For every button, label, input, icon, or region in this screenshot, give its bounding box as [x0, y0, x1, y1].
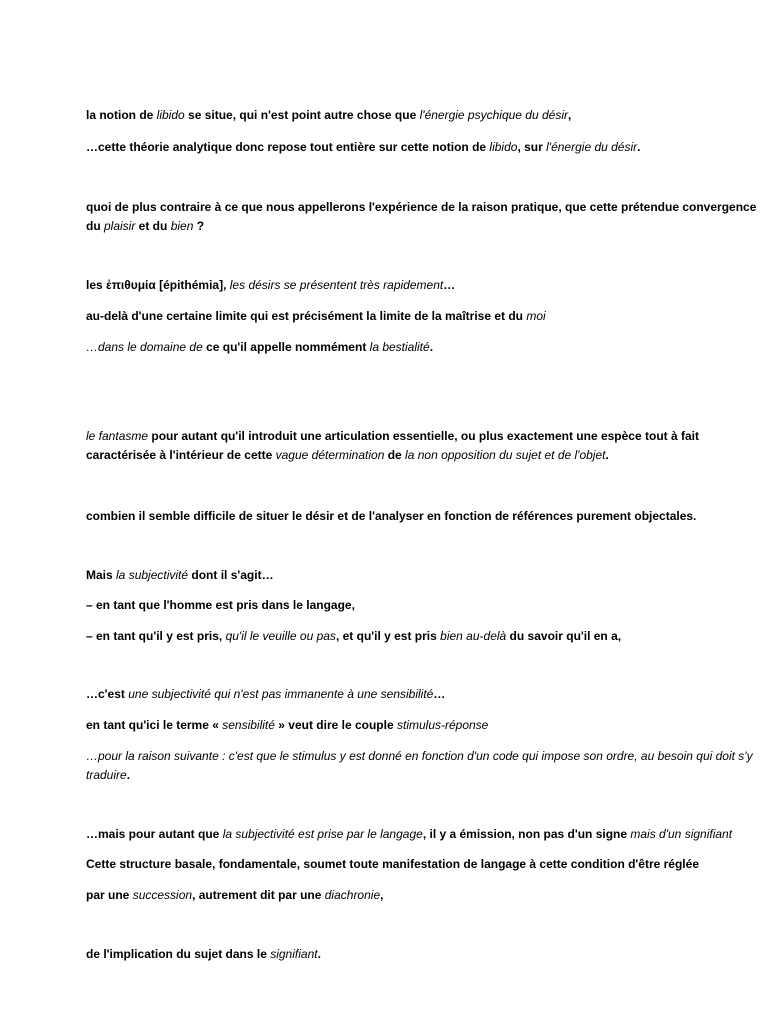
bold-text: .: [429, 340, 434, 354]
text-paragraph: [86, 276, 766, 295]
italic-text: les désirs se présentent très rapidement: [229, 278, 444, 292]
italic-text: qu'il le veuille ou pas: [225, 629, 336, 643]
bold-text: combien il semble difficile de situer le désir et de l'analyser en fonction de références purement objectales.: [86, 509, 697, 523]
bold-text: et du: [135, 219, 171, 233]
bold-text: ,: [380, 888, 384, 902]
text-paragraph: [86, 747, 766, 785]
bold-text: Mais: [86, 568, 117, 582]
italic-text: libido: [489, 140, 518, 154]
italic-text: bien au-delà: [440, 629, 507, 643]
bold-text: , et qu'il y est pris: [335, 629, 441, 643]
bold-text: de: [384, 448, 406, 462]
bold-text: en tant qu'ici le terme «: [86, 718, 223, 732]
italic-text: l'énergie du désir: [546, 140, 638, 154]
bold-text: par une: [86, 888, 133, 902]
italic-text: plaisir: [104, 219, 136, 233]
bold-text: quoi de plus contraire à ce que nous appellerons l'expérience de la raison pratique, que cette prétendue convergence du: [86, 200, 760, 233]
text-paragraph: [86, 427, 766, 465]
bold-text: au-delà d'une certaine limite qui est précisément la limite de la maîtrise et du: [86, 309, 527, 323]
bold-text: se situe, qui n'est point autre chose que: [184, 108, 420, 122]
italic-text: libido: [156, 108, 185, 122]
bold-text: , il y a émission, non pas d'un signe: [422, 827, 631, 841]
bold-text: …mais pour autant que: [86, 827, 223, 841]
italic-text: la subjectivité est prise par le langage: [222, 827, 423, 841]
bold-text: – en tant que l'homme est pris dans le langage,: [86, 598, 355, 612]
bold-text: …cette théorie analytique donc repose tout entière sur cette notion de: [86, 140, 490, 154]
bold-text: la notion de: [86, 108, 157, 122]
bold-text: , sur: [517, 140, 547, 154]
bold-text: .: [637, 140, 641, 154]
text-paragraph: [86, 825, 766, 844]
text-paragraph: [86, 566, 766, 585]
italic-text: la bestialité: [369, 340, 430, 354]
text-paragraph: [86, 685, 766, 704]
bold-text: , autrement dit par une: [192, 888, 325, 902]
text-paragraph: [86, 106, 766, 125]
italic-text: …pour la raison suivante : c'est que le stimulus y est donné en fonction d'un code qui impose son ordre, au besoin qui doit s'y traduire: [86, 749, 756, 782]
bold-text: …c'est: [86, 687, 129, 701]
bold-text: de l'implication du sujet dans le: [86, 947, 271, 961]
text-paragraph: [86, 596, 766, 615]
italic-text: mais d'un signifiant: [630, 827, 733, 841]
bold-text: .: [126, 768, 131, 782]
bold-text: …: [443, 278, 456, 292]
italic-text: …dans le domaine de: [86, 340, 203, 354]
italic-text: l'énergie psychique du désir: [419, 108, 568, 122]
text-paragraph: [86, 627, 766, 646]
bold-text: » veut dire le couple: [274, 718, 397, 732]
text-paragraph: [86, 716, 766, 735]
text-paragraph: [86, 945, 766, 964]
italic-text: une subjectivité qui n'est pas immanente à une sensibilité: [128, 687, 434, 701]
bold-text: Cette structure basale, fondamentale, soumet toute manifestation de langage à cette condition d'être réglée: [86, 857, 699, 871]
bold-text: pour autant qu'il introduit une articulation essentielle, ou plus exactement une espèce tout à fait caractérisée à l'intérieur de cette: [86, 429, 703, 462]
bold-text: …: [433, 687, 446, 701]
bold-text: du savoir qu'il en a,: [506, 629, 622, 643]
bold-text: – en tant qu'il y est pris,: [86, 629, 226, 643]
text-paragraph: [86, 338, 766, 357]
bold-text: ?: [193, 219, 205, 233]
bold-text: ce qu'il appelle nommément: [202, 340, 370, 354]
text-paragraph: [86, 307, 766, 326]
text-paragraph: [86, 886, 766, 905]
bold-text: les ἐπιθυμία [épithémia],: [86, 278, 230, 292]
italic-text: la non opposition du sujet et de l'objet: [405, 448, 606, 462]
italic-text: moi: [526, 309, 546, 323]
bold-text: .: [317, 947, 321, 961]
italic-text: la subjectivité: [116, 568, 189, 582]
text-paragraph: [86, 855, 766, 874]
italic-text: signifiant: [270, 947, 318, 961]
italic-text: stimulus-réponse: [396, 718, 489, 732]
text-paragraph: [86, 507, 766, 526]
italic-text: vague détermination: [275, 448, 385, 462]
italic-text: succession: [132, 888, 193, 902]
text-paragraph: [86, 138, 766, 157]
text-paragraph: [86, 198, 766, 236]
bold-text: dont il s'agit…: [188, 568, 274, 582]
italic-text: sensibilité: [222, 718, 275, 732]
italic-text: diachronie: [324, 888, 381, 902]
bold-text: ,: [568, 108, 572, 122]
bold-text: .: [605, 448, 609, 462]
italic-text: le fantasme: [86, 429, 149, 443]
italic-text: bien: [170, 219, 194, 233]
